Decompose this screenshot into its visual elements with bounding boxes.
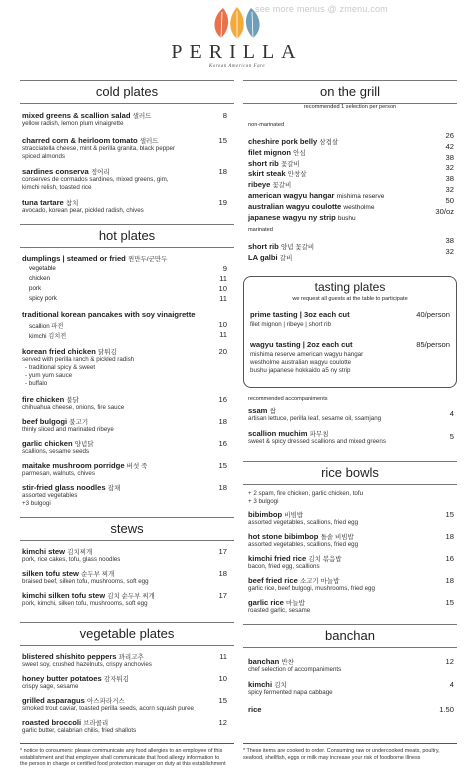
item-name: mixed greens & scallion salad [22,111,131,120]
rice-bowls-header: rice bowls [243,461,457,485]
tasting-cuts: westholme australian wagyu coulotte [250,359,352,366]
item-name: korean fried chicken [22,347,96,356]
item-name: dumplings | steamed or fried [22,254,126,263]
option-price: 11 [219,274,227,283]
item-price: 40/person [416,310,450,319]
addon-line: + 3 bulgogi [248,498,279,505]
item-name: honey butter potatoes [22,674,102,683]
menu-item [22,136,227,166]
menu-item [248,705,454,717]
menu-item [22,439,227,459]
accompaniments-list [248,396,454,449]
item-desc: smoked trout caviar, toasted perilla seeds, acorn squash puree [22,705,194,712]
item-name: short rib [248,242,279,252]
banchan-header: banchan [243,624,457,648]
grill-item [248,247,454,263]
perilla-leaf-logo [205,6,269,40]
item-desc: +3 bulgogi [22,500,51,507]
item-name: australian wagyu coulotte [248,201,342,211]
item-price: 38 [445,236,454,246]
brand-name: PERILLA [171,41,303,63]
item-desc: spicy fermented napa cabbage [248,689,333,696]
menu-item [22,417,227,437]
item-price: 32 [445,184,454,194]
option-price: 10 [218,320,227,329]
option-price: 11 [219,330,227,339]
item-origin: mishima reserve [336,192,385,200]
item-korean: 김치찌개 [67,549,93,556]
accompaniments-label: recommended accompaniments [248,396,328,402]
item-price: 18 [218,483,227,492]
item-desc: pork, rice cakes, tofu, glass noodles [22,556,121,563]
item-price: 20 [218,347,227,356]
item-name: blistered shishito peppers [22,652,117,661]
item-price: 17 [218,547,227,556]
item-price: 4 [449,409,454,418]
item-name: charred corn & heirloom tomato [22,136,138,145]
item-price: 16 [218,439,227,448]
item-price: 42 [445,141,454,151]
tasting-plates-box [243,276,457,388]
item-desc: garlic butter, calabrian chilis, fried shallots [22,727,137,734]
menu-item [22,718,227,738]
wagyu-tasting [250,340,450,378]
item-desc: assorted vegetables, scallions, fried egg [248,541,359,548]
tasting-plates-title: tasting plates [314,280,386,294]
menu-item [22,347,227,391]
tasting-subtitle: we request all guests at the table to participate [292,296,408,302]
hot-plates-list [22,254,227,511]
item-korean: 불고기 [69,419,89,426]
item-name: prime tasting | 3oz each cut [250,310,350,319]
item-desc: assorted vegetables [22,492,78,499]
on-the-grill-header: on the grill [243,80,457,104]
item-name: banchan [248,657,280,666]
item-name: LA galbi [248,253,278,263]
item-korean: 감자튀김 [103,676,129,683]
item-korean: 소고기 마늘밥 [299,578,340,585]
grill-recommend-note: recommended 1 selection per person [303,104,397,110]
item-name: garlic rice [248,598,284,607]
item-desc: roasted garlic, sesame [248,607,311,614]
item-desc: yellow radish, lemon plum vinaigrette [22,120,124,127]
menu-item [248,429,454,449]
item-korean: 찐만두/군만두 [127,256,168,263]
menu-item [22,395,227,415]
menu-item [22,111,227,131]
item-desc: bacon, fried egg, scallions [248,563,320,570]
item-price: 85/person [416,340,450,349]
option-row [22,329,227,339]
item-name: rice [248,705,262,714]
tasting-cuts: mishima reserve american wagyu hangar [250,351,364,358]
item-desc: crispy sage, sesame [22,683,79,690]
item-desc: sweet & spicy dressed scallions and mixed greens [248,438,386,445]
item-korean: 꽈리고추 [118,654,144,661]
banchan-list [248,657,454,717]
option-label: spicy pork [29,295,57,302]
item-name: roasted broccoli [22,718,82,727]
item-desc: stracciatella cheese, mint & perilla granita, black pepper [22,145,176,152]
item-price: 12 [218,718,227,727]
item-korean: 버섯 죽 [126,463,148,470]
item-korean: 마늘밥 [286,600,305,607]
item-korean: 브라콜리 [83,720,109,727]
item-korean: 불닭 [66,397,79,404]
allergy-notice [20,743,234,768]
notice-line: the person in charge or certified food protection manager on duty at this establishment [20,761,226,768]
item-desc: - yum yum sauce [25,372,73,379]
item-name: ribeye [248,180,271,190]
item-origin: bushu [337,214,356,222]
item-price: 10 [218,674,227,683]
item-korean: 쌈 [269,408,276,415]
cold-plates-list [22,111,227,218]
item-korean: 돌솥 비빔밥 [320,534,354,541]
item-name: ssam [248,406,268,415]
item-korean: 참치 [65,200,79,207]
item-korean: 비빔밥 [284,512,304,519]
item-name: wagyu tasting | 2oz each cut [250,340,353,349]
item-korean: 닭튀김 [97,349,117,356]
item-price: 15 [445,510,454,519]
item-desc: scallions, sesame seeds [22,448,90,455]
vegetable-plates-list [22,652,227,738]
item-name: beef fried rice [248,576,298,585]
stews-header: stews [20,517,234,541]
item-desc: braised beef, silken tofu, mushrooms, soft egg [22,578,149,585]
menu-item [248,406,454,426]
menu-item [248,657,454,677]
item-korean: 꽃갈비 [280,160,300,168]
watermark: see more menus @ zmenu.com [255,4,388,14]
menu-item [248,510,454,530]
menu-item [22,167,227,197]
item-desc: spiced almonds [22,153,65,160]
menu-item [22,674,227,694]
menu-item [248,576,454,596]
item-name: hot stone bibimbop [248,532,319,541]
item-desc: sweet soy, crushed hazelnuts, crispy anchovies [22,661,152,668]
item-desc: artisan lettuce, perilla leaf, sesame oil, ssamjang [248,415,382,422]
item-price: 11 [219,652,227,661]
option-label: scallion [29,323,50,330]
menu-item [22,696,227,716]
divider [243,743,457,744]
item-desc: chef selection of accompaniments [248,666,342,673]
item-desc: - traditional spicy & sweet [25,364,96,371]
item-name: stir-fried glass noodles [22,483,106,492]
item-price: 12 [445,657,454,666]
item-desc: avocado, korean pear, pickled radish, chives [22,207,144,214]
notice-line: seafood, shellfish, eggs or milk may increase your risk of foodborne illness [243,754,421,761]
option-label: kimchi [29,333,47,340]
option-row [22,263,227,273]
menu-item [22,483,227,511]
item-korean: 정어리 [90,169,110,176]
option-price: 11 [219,294,227,303]
item-name: garlic chicken [22,439,73,448]
item-desc: pork, kimchi, silken tofu, mushrooms, soft egg [22,600,148,607]
item-price: 16 [218,395,227,404]
option-price: 10 [218,284,227,293]
item-korean: 김치 [274,682,287,689]
item-price: 15 [218,696,227,705]
item-korean: 순두부 찌개 [81,571,115,578]
item-name: sardines conserva [22,167,89,176]
menu-item [22,652,227,672]
item-desc: parmesan, walnuts, chives [22,470,95,477]
item-desc: chihuahua cheese, onions, fire sauce [22,404,125,411]
item-korean: 샐러드 [139,138,159,145]
item-name: kimchi [248,680,273,689]
marinated-label: marinated [248,227,273,234]
item-price: 38 [445,174,454,184]
rice-bowls-list [248,490,454,618]
grill-list [248,122,454,263]
option-label: chicken [29,275,50,282]
item-name: filet mignon [248,147,292,157]
item-desc: - buffalo [25,380,48,387]
menu-item [22,591,227,611]
item-price: 38 [445,152,454,162]
menu-item [22,547,227,567]
item-price: 17 [218,591,227,600]
addon-line: + 2 spam, fire chicken, garlic chicken, tofu [248,490,364,497]
item-desc: kimchi relish, toasted rice [22,184,92,191]
option-row [22,283,227,293]
item-price: 18 [445,532,454,541]
item-name: kimchi silken tofu stew [22,591,106,600]
item-price: 1.50 [439,705,454,714]
option-korean: 파전 [51,323,64,330]
item-korean: 아스파라거스 [87,698,125,705]
item-korean: 꽃갈비 [272,182,292,190]
item-desc: conserves de cormados sardines, mixed greens, gim, [22,176,169,183]
item-name: skirt steak [248,169,286,179]
option-label: pork [29,285,42,292]
item-korean: 안심 [293,149,306,157]
item-name: cheshire pork belly [248,137,318,146]
item-korean: 샐러드 [132,113,152,120]
item-name: tuna tartare [22,198,64,207]
item-name: grilled asparagus [22,696,85,705]
brand-tagline: Korean American Fare [208,64,266,69]
dumplings-item [22,254,227,307]
divider [20,743,234,744]
item-name: scallion muchim [248,429,308,438]
item-korean: 양념닭 [74,441,94,448]
menu-item [22,569,227,589]
menu-item [22,461,227,481]
item-korean: 반찬 [281,659,294,666]
item-price: 15 [218,461,227,470]
item-name: traditional korean pancakes with soy vinaigrette [22,310,196,319]
item-price: 15 [218,136,227,145]
item-price: 18 [218,417,227,426]
option-label: vegetable [29,265,56,272]
option-korean: 김치전 [48,333,67,340]
item-price: 32 [445,247,454,257]
item-name: short rib [248,158,279,168]
notice-line: * These items are cooked to order. Consuming raw or undercooked meats, poultry, [243,748,440,754]
item-korean: 안창살 [287,171,307,179]
item-name: fire chicken [22,395,65,404]
item-korean: 삼겹살 [319,139,339,146]
vegetable-plates-header: vegetable plates [20,622,234,646]
item-price: 18 [445,576,454,585]
non-marinated-label: non-marinated [248,122,285,128]
item-name: silken tofu stew [22,569,79,578]
tasting-cuts: filet mignon | ribeye | short rib [250,321,331,328]
item-price: 32 [445,163,454,173]
item-price: 18 [218,569,227,578]
item-korean: 갈비 [279,255,293,263]
item-korean: 김치 볶음밥 [308,556,342,563]
item-price: 18 [218,167,227,176]
item-korean: 양념 꽃갈비 [280,244,315,252]
item-name: kimchi fried rice [248,554,307,563]
item-price: 16 [445,554,454,563]
prime-tasting [250,310,450,332]
item-name: american wagyu hangar [248,190,335,200]
stews-list [22,547,227,611]
item-origin: westholme [343,203,375,211]
raw-food-notice [243,743,457,761]
item-price: 5 [449,432,454,441]
menu-item [248,554,454,574]
menu-item [248,598,454,618]
item-korean: 잡채 [107,485,121,492]
tasting-cuts: bushu japanese hokkaido a5 ny strip [250,367,351,374]
item-desc: assorted vegetables, scallions, fried egg [248,519,359,526]
notice-line: * notice to consumers: please communicate any food allergies to an employee of this [20,748,223,754]
notice-line: establishment and that employee shall communicate that food allergy information to [20,754,220,761]
item-name: bibimbop [248,510,283,519]
item-price: 8 [222,111,227,120]
item-price: 4 [449,680,454,689]
cold-plates-header: cold plates [20,80,234,104]
option-price: 9 [222,264,227,273]
option-row [22,319,227,329]
item-price: 15 [445,598,454,607]
item-korean: 파무침 [309,431,329,438]
hot-plates-header: hot plates [20,224,234,248]
item-price: 26 [445,131,454,140]
item-price: 50 [445,195,454,205]
option-row [22,293,227,303]
item-name: beef bulgogi [22,417,68,426]
item-name: japanese wagyu ny strip [248,212,336,222]
pancakes-item [22,310,227,343]
item-desc: thinly sliced and marinated ribeye [22,426,114,433]
menu-item [22,198,227,218]
item-desc: served with perilla ranch & pickled radish [22,356,135,363]
item-korean: 김치 순두부 찌개 [107,593,155,600]
option-row [22,273,227,283]
item-name: kimchi stew [22,547,66,556]
item-desc: garlic rice, beef bulgogi, mushrooms, fried egg [248,585,375,592]
menu-item [248,680,454,700]
item-name: maitake mushroom porridge [22,461,125,470]
item-price: 30/oz [435,206,454,216]
menu-item [248,532,454,552]
item-price: 19 [218,198,227,207]
